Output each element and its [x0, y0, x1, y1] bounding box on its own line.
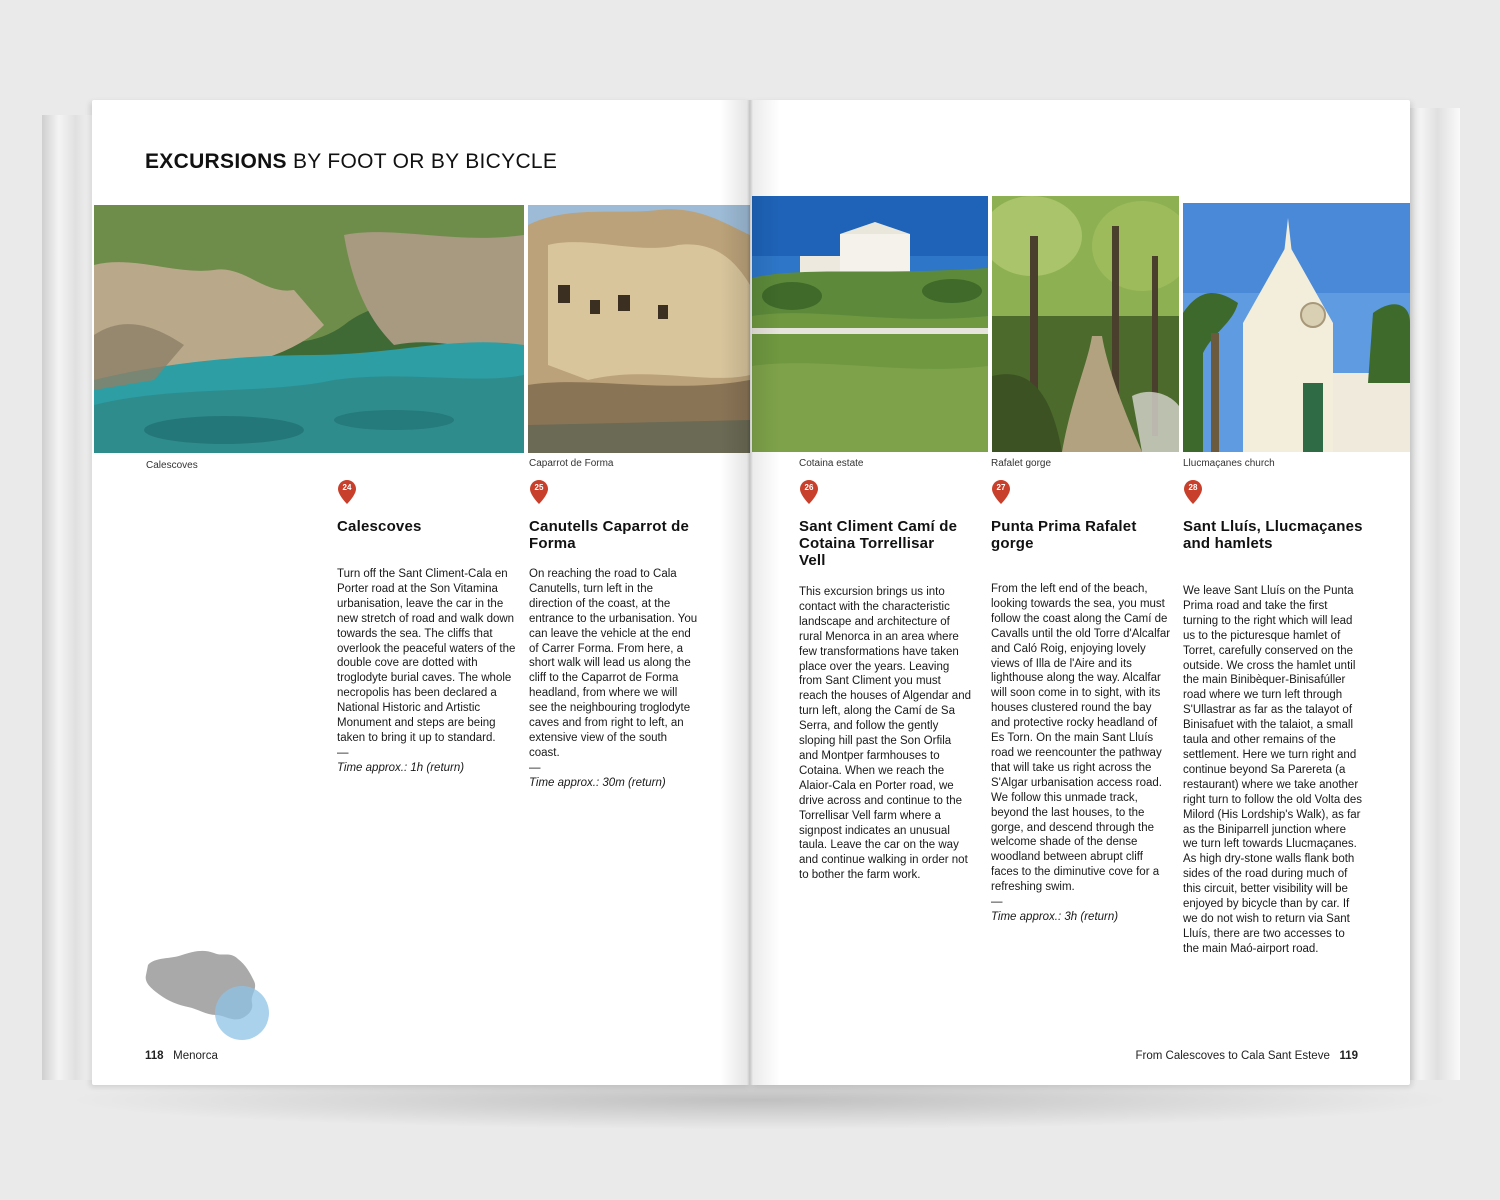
- entry-text: On reaching the road to Cala Canutells, turn left in the direction of the coast, at the entrance to the urbanisation. You can leave the vehicle at the end of Carrer Forma. From here, a short walk will lead us along the cliff to the Caparrot de Forma headland, from where we will see the neighbouring troglodyte caves and from right to left, an extensive view of the south coast.: [529, 568, 698, 759]
- entry-dash: —: [529, 761, 541, 774]
- caption-cotaina: Cotaina estate: [799, 458, 864, 469]
- entry-title-canutells: Canutells Caparrot de Forma: [529, 518, 690, 552]
- entry-text: This excursion brings us into contact with the characteristic landscape and architecture of rural Menorca in an area where few transformations have taken place over the years. Leaving from Sant Climent you must reach the houses of Algendar and turn left, along the Camí de Sa Serra, and follow the gently sloping hill past the Son Orfila and Montper farmhouses to Cotaina. When we reach the Alaior-Cala en Porter road, we drive across and continue to the Torrellisar Vell farm where a signpost indicates an unusual taula. Leave the car on the way and continue walking in order not to bother the farm work.: [799, 586, 971, 882]
- entry-text: We leave Sant Lluís on the Punta Prima road and take the first turning to the right which will lead us to the picturesque hamlet of Torret, carefully conserved on the outside. We cross the hamlet until the main Binibèquer-Binisafúller road where we turn left through S'Ullastrar as far as the talayot of Binisafuet with the talaiot, a small taula and other remains of the settlement. Here we turn right and continue beyond Sa Parereta (a restaurant) where we take another right turn to follow the old Volta des Milord (His Lordship's Walk), as far as the Biniparrell junction where we turn left towards Llucmaçanes. As high dry-stone walls flank both sides of the road during much of this circuit, better visibility will be enjoyed by bicycle than by car. If we do not wish to return via Sant Lluís, there are two accesses to the main Maó-airport road.: [1183, 585, 1362, 955]
- page-number: 119: [1339, 1050, 1358, 1062]
- folio-left: [145, 1050, 218, 1062]
- folio-right: [1136, 1050, 1358, 1062]
- left-page-stack: [42, 115, 98, 1080]
- entry-body-sant-lluis: [1183, 584, 1363, 957]
- entry-text: From the left end of the beach, looking towards the sea, you must follow the coast along the Camí de Cavalls until the old Torre d'Alcalfar and Caló Roig, enjoying lovely views of Illa de l'Aire and its lighthouse along the way. Alcalfar will soon come in to sight, with its houses clustered round the bay and protective rocky headland of Es Torn. On the main Sant Lluís road we reencounter the pathway that will take us right across the S'Algar urbanisation access road. We follow this unmade track, beyond the last houses, to the gorge, and descend through the welcome shade of the dense woodland between abrupt cliff faces to the diminutive cove for a refreshing swim.: [991, 583, 1171, 894]
- left-page: [92, 100, 752, 1085]
- calescoves-photo: [94, 205, 524, 453]
- entry-title-sant-lluis: Sant Lluís, Llucmaçanes and hamlets: [1183, 518, 1363, 552]
- page-number: 118: [145, 1050, 164, 1062]
- folio-label: From Calescoves to Cala Sant Esteve: [1135, 1050, 1330, 1062]
- section-heading: [145, 150, 557, 174]
- entry-text: Turn off the Sant Climent-Cala en Porter road at the Son Vitamina urbanisation, leave the car in the new stretch of road and walk down towards the sea. The cliffs that overlook the peaceful waters of the double cove are dotted with troglodyte burial caves. The whole necropolis has been declared a National Historic and Artistic Monument and steps are being taken to bring it up to standard.: [337, 568, 516, 744]
- caption-calescoves: Calescoves: [146, 460, 198, 471]
- pin-number-27: [992, 480, 1010, 504]
- rafalet-photo: [992, 196, 1179, 452]
- pin-number-24: [338, 480, 356, 504]
- caption-rafalet: Rafalet gorge: [991, 458, 1052, 469]
- caption-caparrot: Caparrot de Forma: [529, 458, 614, 469]
- entry-time: Time approx.: 1h (return): [337, 761, 465, 774]
- entry-dash: —: [991, 896, 1003, 909]
- pin-number-25: [530, 480, 548, 504]
- heading-bold: EXCURSIONS: [145, 150, 287, 173]
- menorca-map-icon: [142, 945, 277, 1045]
- right-page-stack: [1404, 108, 1460, 1080]
- entry-body-punta-prima: [991, 582, 1171, 925]
- entry-title-sant-climent: Sant Climent Camí de Cotaina Torrellisar Vell: [799, 518, 958, 569]
- heading-light: BY FOOT OR BY BICYCLE: [286, 150, 558, 173]
- entry-body-sant-climent: [799, 585, 971, 883]
- pin-number: 24: [342, 483, 352, 492]
- entry-time: Time approx.: 30m (return): [529, 776, 666, 789]
- folio-label: Menorca: [173, 1050, 218, 1062]
- pin-number: 26: [804, 483, 814, 492]
- llucmacanes-photo: [1183, 203, 1410, 452]
- pin-number-26: [800, 480, 818, 504]
- entry-time: Time approx.: 3h (return): [991, 910, 1119, 923]
- caparrot-photo: [528, 205, 750, 453]
- cotaina-photo: [752, 196, 988, 452]
- caption-llucmacanes: Llucmaçanes church: [1183, 458, 1275, 469]
- pin-number: 25: [534, 483, 544, 492]
- entry-body-canutells: [529, 567, 699, 791]
- pin-number: 28: [1188, 483, 1198, 492]
- entry-title-calescoves: Calescoves: [337, 518, 422, 535]
- pin-number: 27: [996, 483, 1006, 492]
- pin-number-28: [1184, 480, 1202, 504]
- right-page: [750, 100, 1410, 1085]
- entry-body-calescoves: [337, 567, 517, 776]
- entry-title-punta-prima: Punta Prima Rafalet gorge: [991, 518, 1137, 552]
- entry-dash: —: [337, 746, 349, 759]
